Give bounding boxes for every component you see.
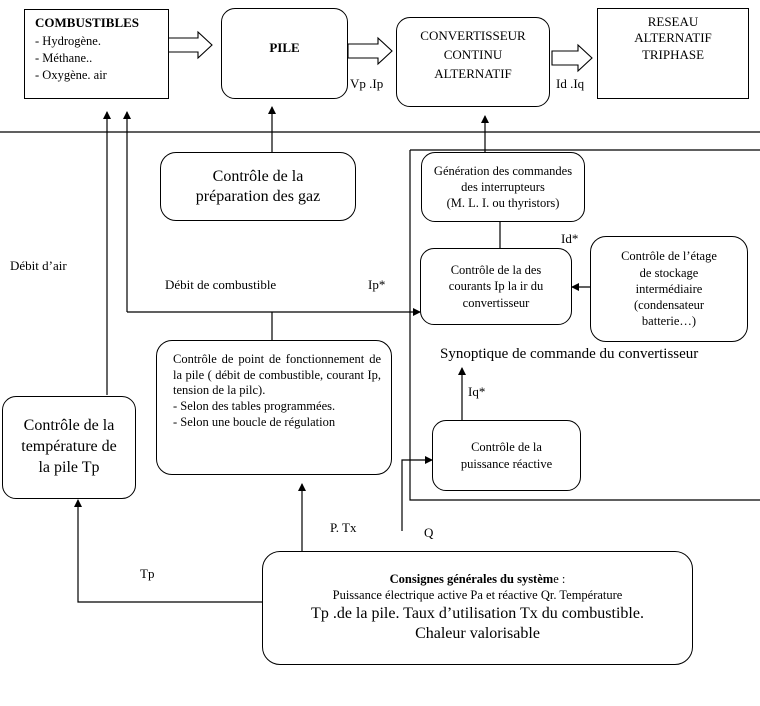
block-arrow-convertisseur-reseau: [552, 45, 592, 71]
temperature-line-3: la pile Tp: [38, 458, 100, 476]
point-fonctionnement-item-2: - Selon une boucle de régulation: [173, 414, 336, 429]
stockage-line-5: batterie…): [641, 314, 697, 329]
generation-line-1: Génération des commandes: [433, 163, 573, 178]
consignes-line-1: Puissance électrique active Pa et réactive Qr. Température: [332, 588, 623, 602]
controle-stockage-box: [590, 236, 748, 342]
reactive-line-2: puissance réactive: [460, 456, 553, 471]
label-id-iq: Id .Iq: [556, 76, 585, 91]
reseau-line-3: TRIPHASE: [641, 46, 705, 62]
reseau-box: [597, 8, 749, 99]
label-debit-combustible: Débit de combustible: [165, 277, 277, 292]
controle-temperature-box: [2, 396, 136, 499]
convertisseur-line-2: CONTINU: [443, 46, 503, 62]
temperature-line-1: Contrôle de la: [23, 417, 115, 435]
controle-courants-box: [420, 248, 572, 325]
courants-line-3: convertisseur: [462, 295, 530, 310]
convertisseur-line-3: ALTERNATIF: [434, 65, 512, 81]
controle-point-fonctionnement-box: [156, 340, 392, 475]
stockage-line-4: (condensateur: [633, 298, 705, 313]
label-ip-star: Ip*: [368, 277, 386, 292]
stockage-line-1: Contrôle de l’étage: [621, 249, 717, 264]
point-fonctionnement-paragraph: Contrôle de point de fonctionnement de la pile ( débit de combustible, courant Ip, tension de la pilc).: [173, 352, 381, 398]
reseau-line-1: RESEAU: [647, 14, 699, 29]
label-q: Q: [424, 525, 434, 540]
label-debit-air: Débit d’air: [10, 258, 67, 273]
consignes-line-3: Chaleur valorisable: [415, 624, 540, 642]
courants-line-1: Contrôle de la des: [450, 263, 542, 278]
pile-title: PILE: [269, 40, 300, 55]
block-arrow-pile-convertisseur: [348, 38, 392, 64]
controle-gaz-box: [160, 152, 356, 221]
reseau-line-2: ALTERNATIF: [634, 30, 712, 46]
label-iq-star: Iq*: [468, 384, 486, 399]
courants-line-2: courants Ip la ir du: [448, 279, 544, 294]
controle-gaz-line-2: préparation des gaz: [195, 187, 321, 205]
label-id-star: Id*: [561, 231, 579, 246]
generation-line-2: des interrupteurs: [461, 179, 545, 194]
combustibles-item-hydrogene: - Hydrogène.: [35, 34, 101, 48]
consignes-generales-box: [262, 551, 693, 665]
generation-commandes-box: [421, 152, 585, 222]
pile-box: [221, 8, 348, 99]
label-p-tx: P. Tx: [330, 520, 357, 535]
combustibles-title: COMBUSTIBLES: [35, 15, 140, 30]
synoptique-title: Synoptique de commande du convertisseur: [440, 346, 699, 362]
controle-puissance-reactive-box: [432, 420, 581, 491]
consignes-title-bold: Consignes générales du systèm: [389, 572, 554, 587]
consignes-line-2: Tp .de la pile. Taux d’utilisation Tx du combustible.: [311, 604, 644, 622]
label-vp-ip: Vp .Ip: [350, 76, 384, 91]
combustibles-item-methane: - Méthane..: [35, 50, 93, 65]
point-fonctionnement-item-1: - Selon des tables programmées.: [173, 398, 336, 413]
convertisseur-box: [396, 17, 550, 107]
stockage-line-3: intermédiaire: [635, 281, 703, 296]
convertisseur-line-1: CONVERTISSEUR: [420, 28, 526, 43]
reactive-line-1: Contrôle de la: [471, 440, 542, 455]
consignes-title-rest: e :: [553, 572, 566, 587]
combustibles-box: [24, 9, 169, 99]
consignes-title: [390, 572, 566, 588]
stockage-line-2: de stockage: [639, 265, 699, 280]
label-tp: Tp: [140, 566, 155, 581]
block-arrow-combustibles-pile: [168, 32, 212, 58]
generation-line-3: (M. L. I. ou thyristors): [446, 196, 560, 211]
combustibles-item-oxygene: - Oxygène. air: [35, 67, 107, 82]
controle-gaz-line-1: Contrôle de la: [212, 167, 304, 185]
temperature-line-2: température de: [21, 438, 117, 456]
